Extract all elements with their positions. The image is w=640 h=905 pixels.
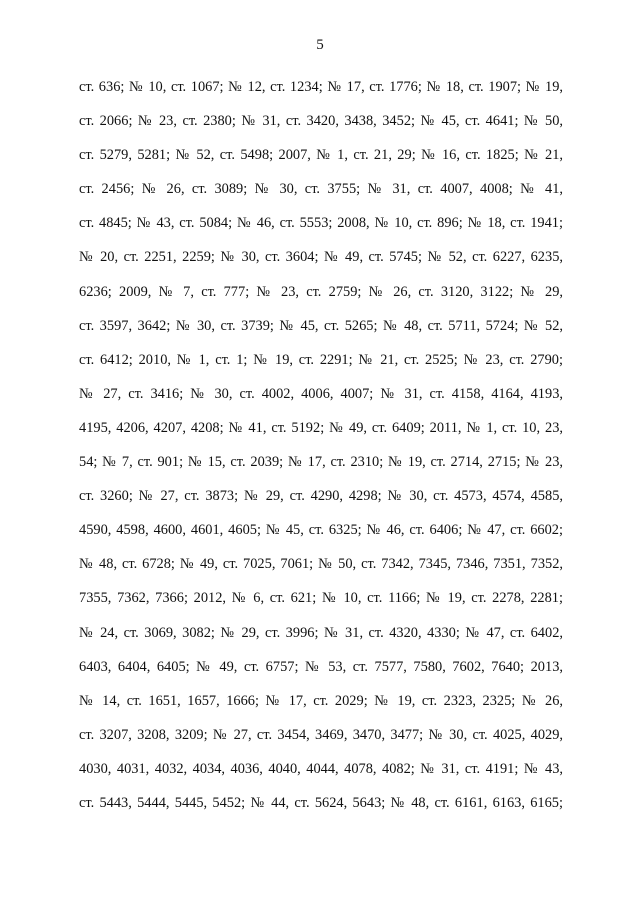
- text-line: № 14, ст. 1651, 1657, 1666; № 17, ст. 2029; № 19, ст. 2323, 2325; № 26,: [79, 692, 563, 709]
- text-line: ст. 5443, 5444, 5445, 5452; № 44, ст. 5624, 5643; № 48, ст. 6161, 6163, 6165;: [79, 794, 563, 811]
- text-line: № 48, ст. 6728; № 49, ст. 7025, 7061; № 50, ст. 7342, 7345, 7346, 7351, 7352,: [79, 556, 563, 573]
- text-line: № 27, ст. 3416; № 30, ст. 4002, 4006, 4007; № 31, ст. 4158, 4164, 4193,: [79, 385, 563, 402]
- text-line: ст. 3597, 3642; № 30, ст. 3739; № 45, ст. 5265; № 48, ст. 5711, 5724; № 52,: [79, 317, 563, 334]
- text-line: 4590, 4598, 4600, 4601, 4605; № 45, ст. 6325; № 46, ст. 6406; № 47, ст. 6602;: [79, 522, 563, 539]
- text-line: 6236; 2009, № 7, ст. 777; № 23, ст. 2759; № 26, ст. 3120, 3122; № 29,: [79, 283, 563, 300]
- text-line: ст. 5279, 5281; № 52, ст. 5498; 2007, № 1, ст. 21, 29; № 16, ст. 1825; № 21,: [79, 147, 563, 164]
- text-line: 4195, 4206, 4207, 4208; № 41, ст. 5192; № 49, ст. 6409; 2011, № 1, ст. 10, 23,: [79, 419, 563, 436]
- text-line: ст. 636; № 10, ст. 1067; № 12, ст. 1234; № 17, ст. 1776; № 18, ст. 1907; № 19,: [79, 79, 563, 95]
- text-line: 4030, 4031, 4032, 4034, 4036, 4040, 4044, 4078, 4082; № 31, ст. 4191; № 43,: [79, 760, 563, 777]
- text-line: 54; № 7, ст. 901; № 15, ст. 2039; № 17, ст. 2310; № 19, ст. 2714, 2715; № 23,: [79, 454, 563, 471]
- text-line: ст. 3207, 3208, 3209; № 27, ст. 3454, 3469, 3470, 3477; № 30, ст. 4025, 4029,: [79, 726, 563, 743]
- text-line: ст. 3260; № 27, ст. 3873; № 29, ст. 4290, 4298; № 30, ст. 4573, 4574, 4585,: [79, 488, 563, 505]
- text-line: 6403, 6404, 6405; № 49, ст. 6757; № 53, ст. 7577, 7580, 7602, 7640; 2013,: [79, 658, 563, 675]
- text-line: 7355, 7362, 7366; 2012, № 6, ст. 621; № 10, ст. 1166; № 19, ст. 2278, 2281;: [79, 590, 563, 607]
- text-line: ст. 6412; 2010, № 1, ст. 1; № 19, ст. 2291; № 21, ст. 2525; № 23, ст. 2790;: [79, 351, 563, 368]
- text-line: № 20, ст. 2251, 2259; № 30, ст. 3604; № 49, ст. 5745; № 52, ст. 6227, 6235,: [79, 249, 563, 266]
- text-line: ст. 2456; № 26, ст. 3089; № 30, ст. 3755; № 31, ст. 4007, 4008; № 41,: [79, 181, 563, 198]
- page-number: 5: [316, 37, 324, 53]
- text-line: № 24, ст. 3069, 3082; № 29, ст. 3996; № 31, ст. 4320, 4330; № 47, ст. 6402,: [79, 624, 563, 641]
- body-text: [79, 72, 563, 822]
- text-line: ст. 2066; № 23, ст. 2380; № 31, ст. 3420, 3438, 3452; № 45, ст. 4641; № 50,: [79, 113, 563, 130]
- text-line: ст. 4845; № 43, ст. 5084; № 46, ст. 5553; 2008, № 10, ст. 896; № 18, ст. 1941;: [79, 215, 563, 232]
